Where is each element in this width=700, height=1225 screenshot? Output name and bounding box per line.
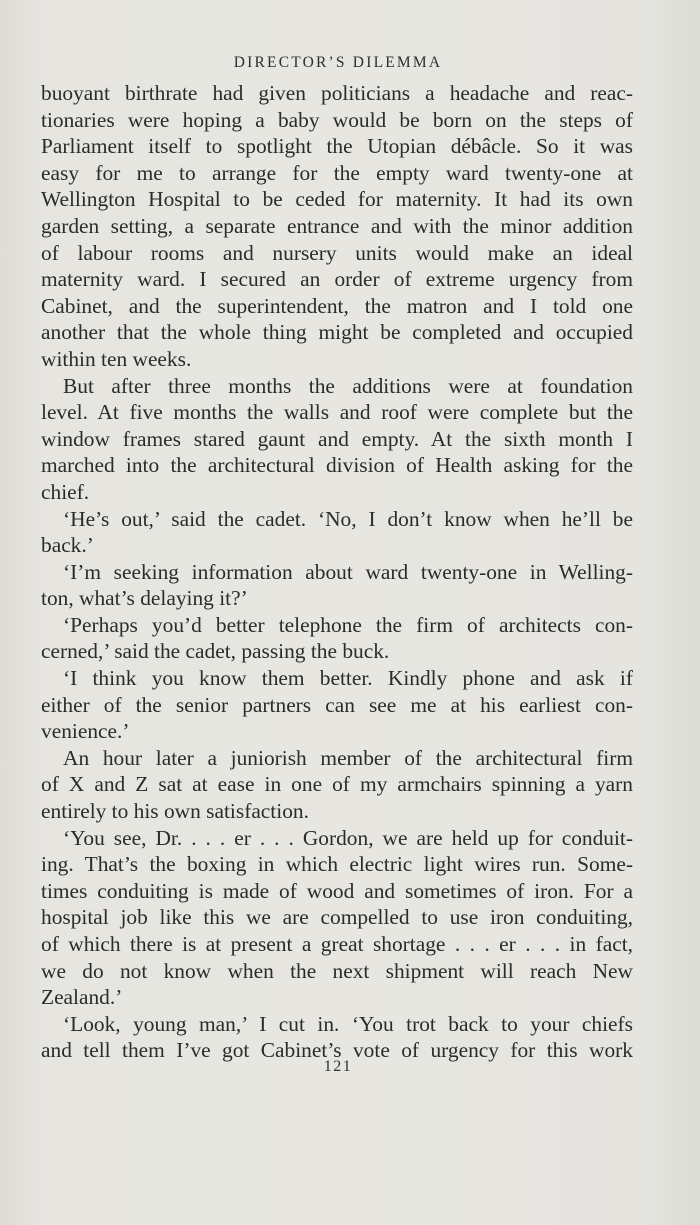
text-line: Cabinet, and the superintendent, the matron and I told one [41, 293, 633, 318]
text-line: another that the whole thing might be completed and occupied [41, 320, 633, 345]
text-line: Parliament itself to spotlight the Utopian débâcle. So it was [41, 134, 633, 159]
text-line: of labour rooms and nursery units would make an ideal [41, 240, 633, 265]
text-line: Zealand.’ [41, 985, 123, 1010]
running-head: DIRECTOR’S DILEMMA [233, 54, 443, 71]
text-line: we do not know when the next shipment will reach New [41, 958, 633, 983]
body-text [41, 80, 633, 1064]
text-line: Wellington Hospital to be ceded for maternity. It had its own [41, 187, 633, 212]
text-line: level. At five months the walls and roof were complete but the [41, 400, 633, 425]
text-line: of which there is at present a great shortage . . . er . . . in fact, [41, 932, 633, 956]
text-line: and tell them I’ve got Cabinet’s vote of urgency for this work [41, 1038, 633, 1063]
text-line: either of the senior partners can see me at his earliest con- [41, 692, 633, 717]
text-line: maternity ward. I secured an order of extreme urgency from [41, 267, 633, 292]
text-line: ‘Look, young man,’ I cut in. ‘You trot back to your chiefs [63, 1011, 633, 1036]
text-line: within ten weeks. [41, 346, 192, 371]
text-line: ing. That’s the boxing in which electric light wires run. Some- [41, 852, 633, 877]
text-line: easy for me to arrange for the empty ward twenty-one at [41, 160, 633, 185]
text-line: hospital job like this we are compelled to use iron conduiting, [41, 905, 633, 930]
text-line: chief. [41, 479, 90, 504]
text-line: times conduiting is made of wood and sometimes of iron. For a [41, 878, 633, 903]
text-line: buoyant birthrate had given politicians a headache and reac- [41, 81, 633, 105]
text-line: An hour later a juniorish member of the architectural firm [63, 745, 633, 770]
text-line: ‘I’m seeking information about ward twenty-one in Welling- [63, 559, 633, 584]
text-line: ‘I think you know them better. Kindly phone and ask if [63, 666, 633, 691]
text-line: back.’ [41, 533, 94, 558]
text-line: tionaries were hoping a baby would be born on the steps of [41, 107, 633, 132]
text-line: entirely to his own satisfaction. [41, 799, 309, 824]
text-line: garden setting, a separate entrance and with the minor addition [41, 213, 633, 238]
text-line: venience.’ [41, 719, 130, 744]
text-line: ‘Perhaps you’d better telephone the firm of architects con- [63, 612, 633, 637]
text-line: of X and Z sat at ease in one of my armchairs spinning a yarn [41, 772, 633, 797]
text-line: marched into the architectural division of Health asking for the [41, 453, 633, 478]
page-number: 121 [323, 1058, 353, 1075]
text-line: cerned,’ said the cadet, passing the buck. [41, 639, 390, 664]
text-line: But after three months the additions were at foundation [63, 373, 633, 398]
text-line: ‘You see, Dr. . . . er . . . Gordon, we are held up for conduit- [63, 825, 633, 850]
text-line: window frames stared gaunt and empty. At the sixth month I [41, 426, 633, 451]
text-line: ton, what’s delaying it?’ [41, 586, 248, 611]
text-line: ‘He’s out,’ said the cadet. ‘No, I don’t know when he’ll be [63, 506, 633, 531]
